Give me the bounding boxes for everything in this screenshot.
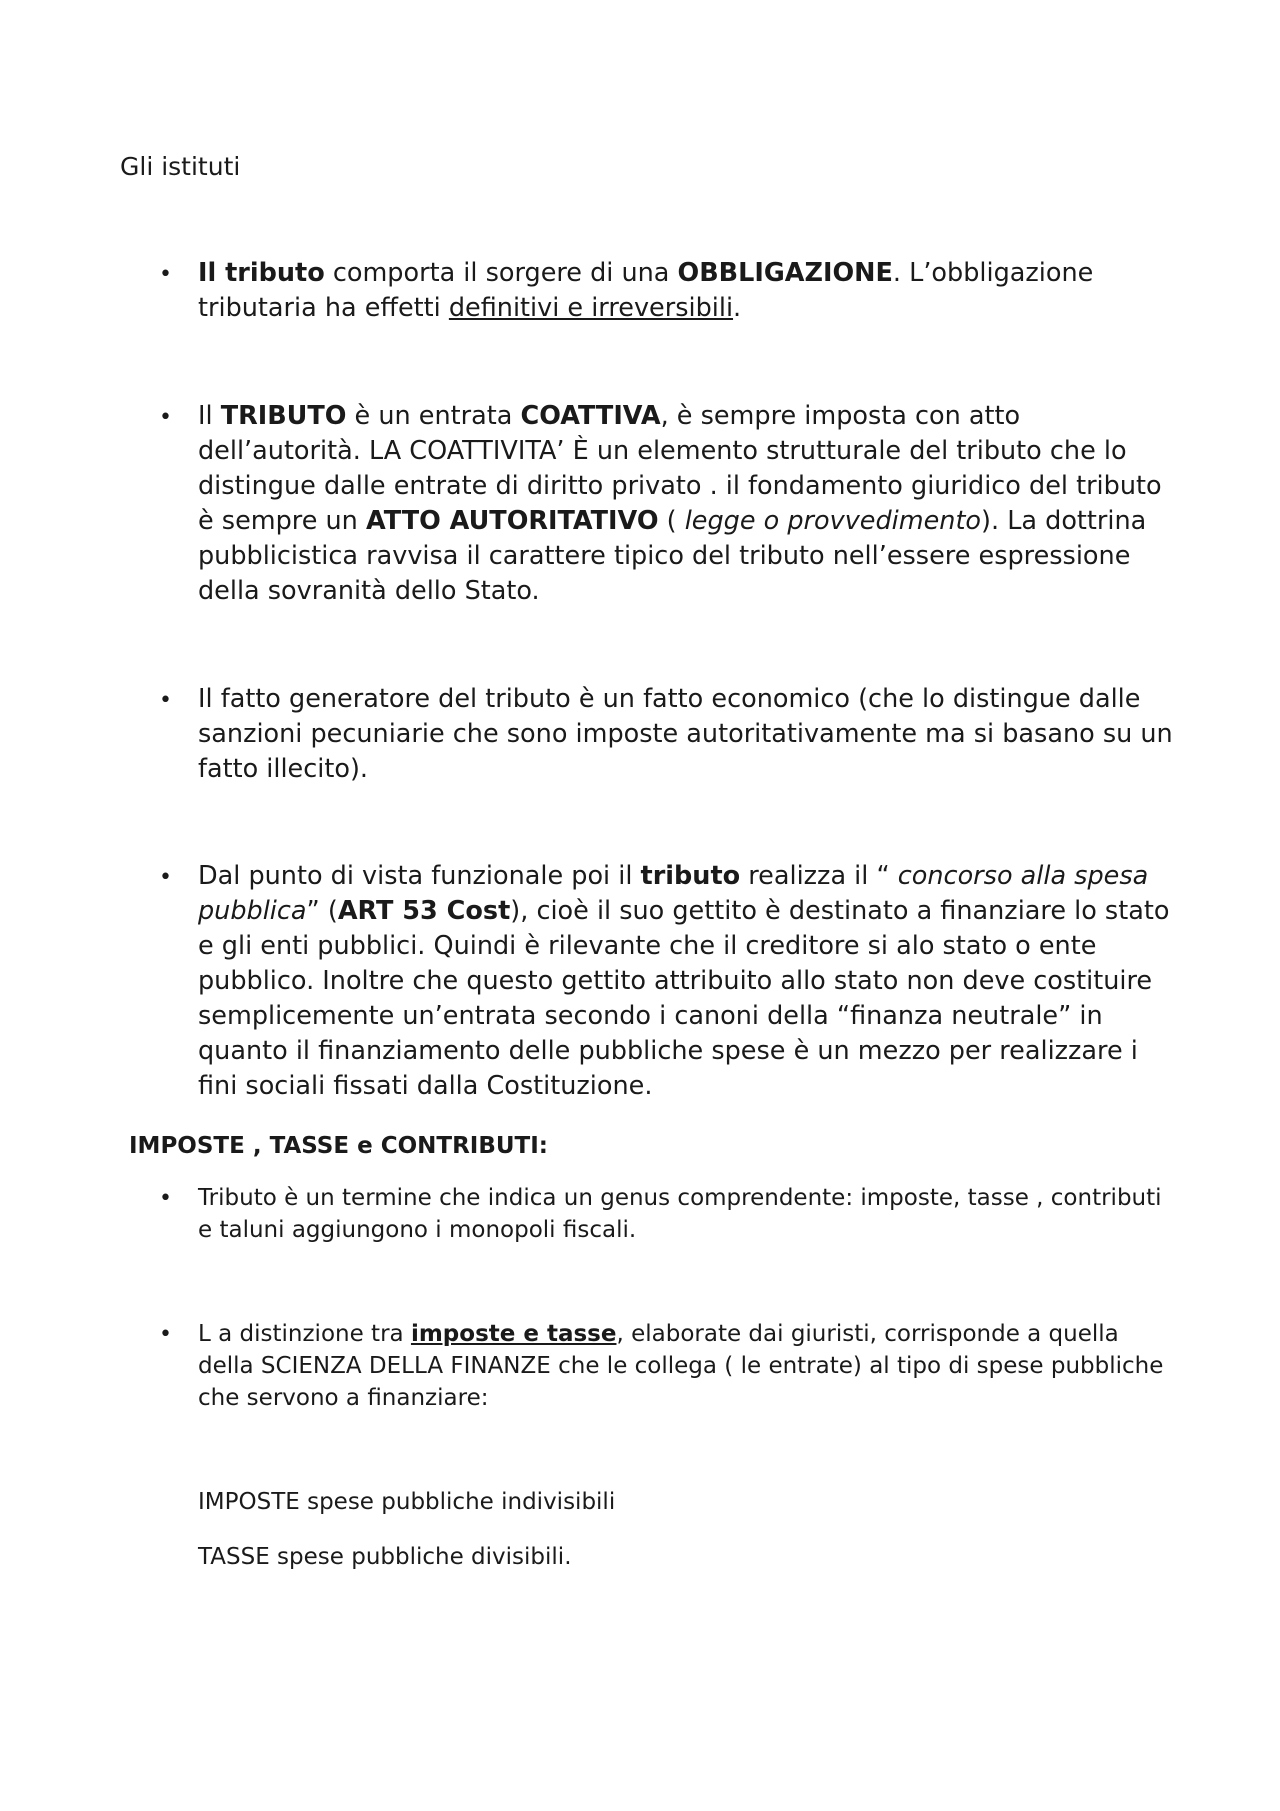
bullet-icon: • (159, 262, 172, 287)
bold-text: tributo (640, 861, 741, 891)
line-tasse: TASSE spese pubbliche divisibili. (198, 1544, 572, 1570)
line-imposte: IMPOSTE spese pubbliche indivisibili (198, 1489, 616, 1515)
paragraph-distinzione-imposte-tasse (198, 1318, 1178, 1414)
text: . L’obbligazione tributaria ha effetti (198, 258, 1094, 323)
paragraph-tributo-coattiva (198, 399, 1178, 609)
bullet-icon: • (159, 688, 172, 713)
bullet-icon: • (159, 1186, 172, 1211)
page-heading: Gli istituti (120, 152, 241, 181)
text: L a distinzione tra (198, 1321, 411, 1347)
text: Dal punto di vista funzionale poi il (198, 861, 641, 891)
text: , è sempre imposta con atto dell’autorità. LA COATTIVITA’ È un elemento strutturale del tributo che lo distingue dalle entrate di diritto privato . il fondamento giuridico del tributo è sempre un (198, 401, 1162, 536)
bold-text: OBBLIGAZIONE (677, 258, 893, 288)
text: , elaborate dai giuristi, corrisponde a quella della SCIENZA DELLA FINANZE che le collega ( le entrate) al tipo di spese pubbliche che servono a finanziare: (198, 1321, 1164, 1411)
bold-text: Il tributo (198, 258, 325, 288)
paragraph-tributo-obbligazione (198, 256, 1178, 326)
paragraph-fatto-generatore: Il fatto generatore del tributo è un fatto economico (che lo distingue dalle sanzioni pecuniarie che sono imposte autoritativamente ma si basano su un fatto illecito). (198, 684, 1173, 784)
bullet-icon: • (159, 1322, 172, 1347)
text: comporta il sorgere di una (324, 258, 678, 288)
section-title: IMPOSTE , TASSE e CONTRIBUTI: (129, 1133, 548, 1159)
bold-underlined-text: imposte e tasse (410, 1321, 617, 1347)
text: ). La dottrina pubblicistica ravvisa il carattere tipico del tributo nell’essere espressione della sovranità dello Stato. (198, 506, 1147, 606)
italic-text: concorso alla spesa pubblica (198, 861, 1149, 926)
bold-text: TRIBUTO (220, 401, 347, 431)
paragraph-punto-di-vista-funzionale (198, 859, 1178, 1104)
bold-text: ART 53 Cost (337, 896, 511, 926)
text: è un entrata (346, 401, 521, 431)
text: ” ( (306, 896, 338, 926)
bold-text: COATTIVA (520, 401, 661, 431)
bold-text: ATTO AUTORITATIVO (365, 506, 659, 536)
text: ( (658, 506, 685, 536)
text: ), cioè il suo gettito è destinato a finanziare lo stato e gli enti pubblici. Quindi è rilevante che il creditore si alo stato o ente pubblico. Inoltre che questo gettito attribuito allo stato non deve costituire semplicemente un’entrata secondo i canoni della “finanza neutrale” in quanto il finanziamento delle pubbliche spese è un mezzo per realizzare i fini sociali fissati dalla Costituzione. (198, 896, 1170, 1101)
paragraph-genus-tributo: Tributo è un termine che indica un genus comprendente: imposte, tasse , contributi e taluni aggiungono i monopoli fiscali. (198, 1185, 1162, 1243)
text: realizza il “ (740, 861, 898, 891)
italic-text: legge o provvedimento (684, 506, 982, 536)
text: . (733, 293, 742, 323)
bullet-icon: • (159, 405, 172, 430)
text: Il (198, 401, 221, 431)
underlined-text: definitivi e irreversibili (448, 293, 734, 323)
bullet-icon: • (159, 865, 172, 890)
